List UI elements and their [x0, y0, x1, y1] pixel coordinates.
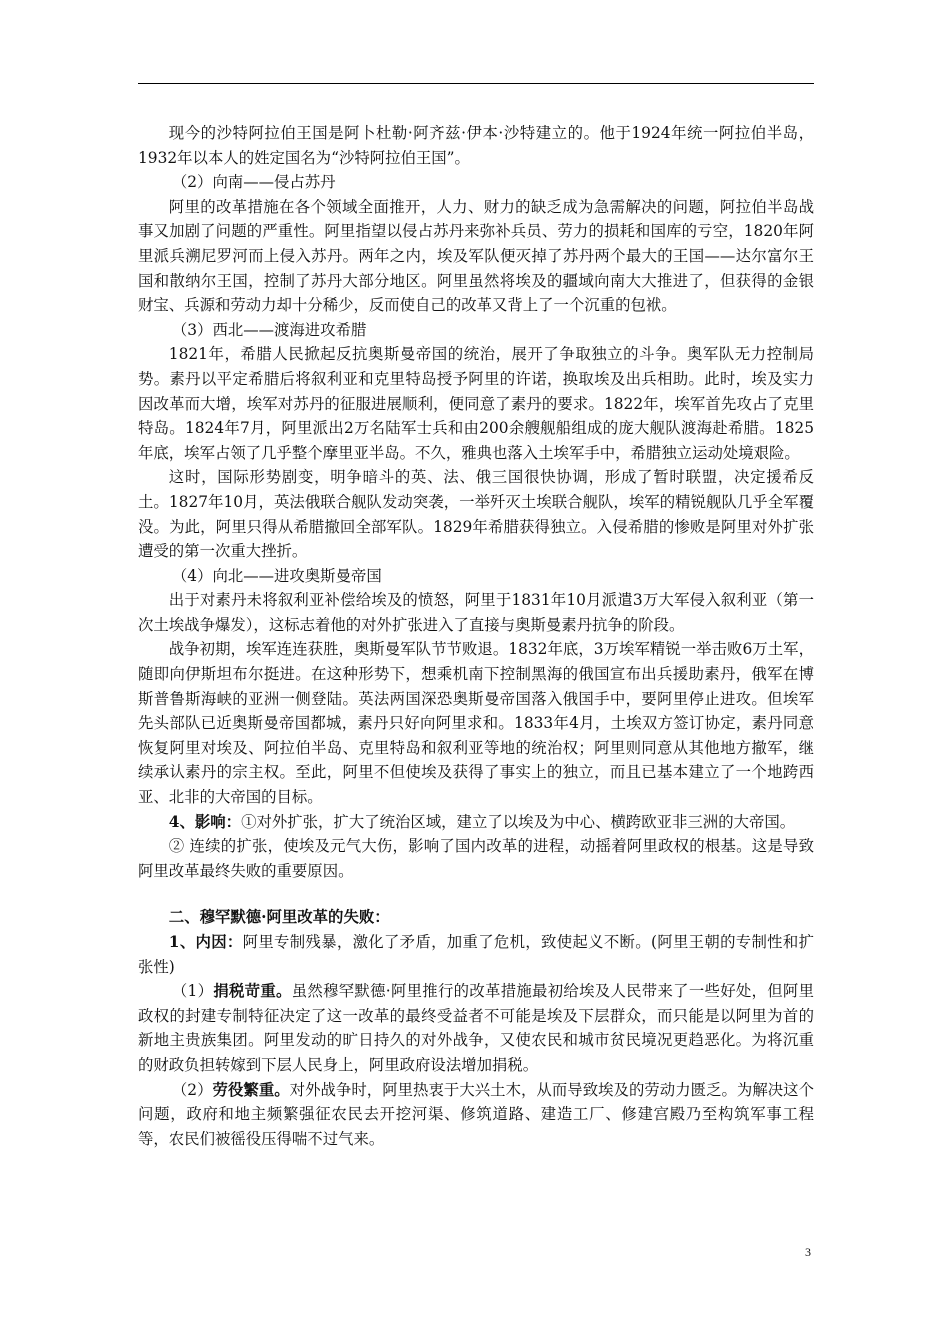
item1-title: 捐税苛重。	[213, 982, 292, 1001]
paragraph-saudi: 现今的沙特阿拉伯王国是阿卜杜勒·阿齐兹·伊本·沙特建立的。他于1924年统一阿拉伯半岛，1932年以本人的姓定国名为“沙特阿拉伯王国”。	[138, 124, 814, 167]
item1-paragraph: （1）捐税苛重。虽然穆罕默德·阿里推行的改革措施最初给埃及人民带来了一些好处，但阿里政权的封建专制特征决定了这一改革的最终受益者不可能是埃及下层群众，而只能是以阿里为首的新地主贵族集团。阿里发动的旷日持久的对外战争，又使农民和城市贫民境况更趋恶化。为将沉重的财政负担转嫁到下层人民身上，阿里政府设法增加捐税。	[138, 982, 814, 1074]
item2-paragraph: （2）劳役繁重。对外战争时，阿里热衷于大兴土木，从而导致埃及的劳动力匮乏。为解决这个问题，政府和地主频繁强征农民去开挖河渠、修筑道路、建造工厂、修建宫殿乃至构筑军事工程等，农民们被徭役压得喘不过气来。	[138, 1080, 814, 1148]
paragraph-syria: 出于对素丹未将叙利亚补偿给埃及的愤怒，阿里于1831年10月派遣3万大军侵入叙利亚（第一次土埃战争爆发），这标志着他的对外扩张进入了直接与奥斯曼素丹抗争的阶段。	[138, 591, 814, 634]
document-body	[138, 121, 814, 1151]
paragraph-alliance: 这时，国际形势剧变，明争暗斗的英、法、俄三国很快协调，形成了暂时联盟，决定援希反土。1827年10月，英法俄联合舰队发动突袭，一举歼灭土埃联合舰队，埃军的精锐舰队几乎全军覆没。为此，阿里只得从希腊撤回全部军队。1829年希腊获得独立。入侵希腊的惨败是阿里对外扩张遭受的第一次重大挫折。	[138, 468, 814, 561]
item1-text: 虽然穆罕默德·阿里推行的改革措施最初给埃及人民带来了一些好处，但阿里政权的封建专制特征决定了这一改革的最终受益者不可能是埃及下层群众，而只能是以阿里为首的新地主贵族集团。阿里发动的旷日持久的对外战争，又使农民和城市贫民境况更趋恶化。为将沉重的财政负担转嫁到下层人民身上，阿里政府设法增加捐税。	[138, 982, 814, 1074]
subheading-greece: （3）西北——渡海进攻希腊	[171, 320, 367, 339]
cause-paragraph	[138, 930, 814, 979]
impact-point-2: ② 连续的扩张，使埃及元气大伤，影响了国内改革的进程，动摇着阿里政权的根基。这是导致阿里改革最终失败的重要原因。	[138, 837, 814, 880]
header-rule	[138, 83, 814, 84]
item2-title: 劳役繁重。	[212, 1080, 290, 1099]
cause-heading: 1、内因：	[168, 933, 243, 951]
item2-text: 对外战争时，阿里热衷于大兴土木，从而导致埃及的劳动力匮乏。为解决这个问题，政府和地主频繁强征农民去开挖河渠、修筑道路、建造工厂、修建宫殿乃至构筑军事工程等，农民们被徭役压得喘不过气来。	[138, 1080, 814, 1148]
section-gap	[138, 883, 814, 905]
page-number: 3	[805, 1245, 811, 1259]
subheading-ottoman: （4）向北——进攻奥斯曼帝国	[171, 566, 382, 585]
paragraph-greece: 1821年，希腊人民掀起反抗奥斯曼帝国的统治，展开了争取独立的斗争。奥军队无力控制局势。素丹以平定希腊后将叙利亚和克里特岛授予阿里的许诺，换取埃及出兵相助。此时，埃及实力因改革而大增，埃军对苏丹的征服进展顺利，便同意了素丹的要求。1822年，埃军首先攻占了克里特岛。1824年7月，阿里派出2万名陆军士兵和由200余艘舰船组成的庞大舰队渡海赴希腊。1825年底，埃军占领了几乎整个摩里亚半岛。不久，雅典也落入土埃军手中，希腊独立运动处境艰险。	[138, 345, 814, 462]
cause-text: 阿里专制残暴，激化了矛盾，加重了危机，致使起义不断。(阿里王朝的专制性和扩张性)	[138, 933, 814, 976]
section2-heading: 二、穆罕默德·阿里改革的失败：	[168, 908, 390, 927]
impact-heading: 4、影响：	[168, 812, 242, 831]
impact-paragraph	[138, 810, 814, 835]
subheading-sudan: （2）向南——侵占苏丹	[171, 173, 336, 192]
impact-text: ①对外扩张，扩大了统治区域，建立了以埃及为中心、横跨欧亚非三洲的大帝国。	[241, 812, 796, 831]
paragraph-sudan: 阿里的改革措施在各个领域全面推开，人力、财力的缺乏成为急需解决的问题，阿拉伯半岛战事又加剧了问题的严重性。阿里指望以侵占苏丹来弥补兵员、劳力的损耗和国库的亏空，1820年阿里派兵溯尼罗河而上侵入苏丹。两年之内，埃及军队便灭掉了苏丹两个最大的王国——达尔富尔王国和散纳尔王国，控制了苏丹大部分地区。阿里虽然将埃及的疆域向南大大推进了，但获得的金银财宝、兵源和劳动力却十分稀少，反而使自己的改革又背上了一个沉重的包袱。	[138, 197, 814, 315]
paragraph-war: 战争初期，埃军连连获胜，奥斯曼军队节节败退。1832年底，3万埃军精锐一举击败6万土军，随即向伊斯坦布尔挺进。在这种形势下，想乘机南下控制黑海的俄国宣布出兵援助素丹，俄军在博斯普鲁斯海峡的亚洲一侧登陆。英法两国深恐奥斯曼帝国落入俄国手中，要阿里停止进攻。但埃军先头部队已近奥斯曼帝国都城，素丹只好向阿里求和。1833年4月，土埃双方签订协定，素丹同意恢复阿里对埃及、阿拉伯半岛、克里特岛和叙利亚等地的统治权；阿里则同意从其他地方撤军，继续承认素丹的宗主权。至此，阿里不但使埃及获得了事实上的独立，而且已基本建立了一个地跨西亚、北非的大帝国的目标。	[138, 640, 814, 807]
